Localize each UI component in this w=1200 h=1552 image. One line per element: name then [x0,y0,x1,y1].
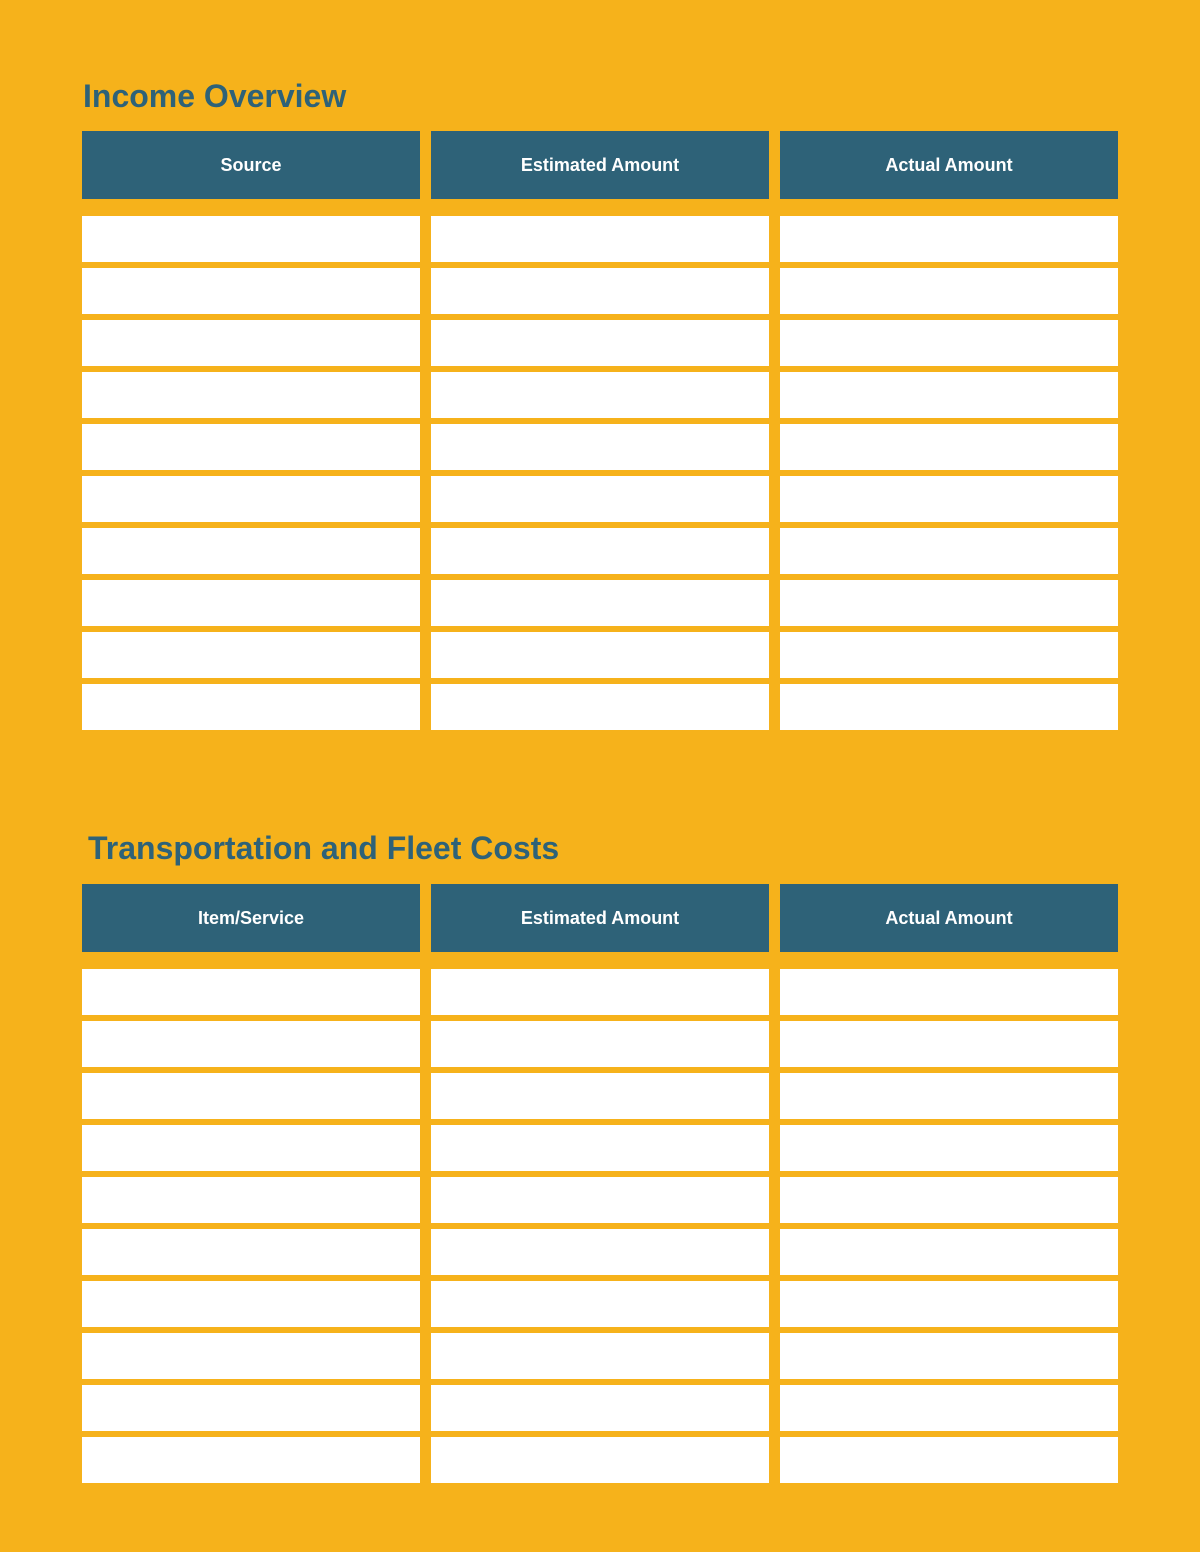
estimated-amount-input[interactable] [431,1333,769,1379]
item-service-input[interactable] [82,969,420,1015]
estimated-amount-input[interactable] [431,632,769,678]
actual-amount-input[interactable] [780,1385,1118,1431]
actual-amount-input[interactable] [780,632,1118,678]
item-service-input[interactable] [82,1021,420,1067]
table-row [82,476,1118,522]
income-table-header [82,131,1118,199]
table-row [82,580,1118,626]
source-input[interactable] [82,268,420,314]
actual-amount-input[interactable] [780,476,1118,522]
estimated-amount-input[interactable] [431,1385,769,1431]
item-service-input[interactable] [82,1385,420,1431]
source-input[interactable] [82,320,420,366]
column-header-item-service: Item/Service [82,884,420,952]
source-input[interactable] [82,216,420,262]
column-header-estimated-amount: Estimated Amount [431,884,769,952]
actual-amount-input[interactable] [780,372,1118,418]
item-service-input[interactable] [82,1073,420,1119]
table-row [82,684,1118,730]
table-row [82,1177,1118,1223]
table-row [82,372,1118,418]
source-input[interactable] [82,528,420,574]
source-input[interactable] [82,684,420,730]
actual-amount-input[interactable] [780,528,1118,574]
estimated-amount-input[interactable] [431,969,769,1015]
source-input[interactable] [82,372,420,418]
actual-amount-input[interactable] [780,684,1118,730]
estimated-amount-input[interactable] [431,684,769,730]
item-service-input[interactable] [82,1125,420,1171]
column-header-actual-amount: Actual Amount [780,884,1118,952]
estimated-amount-input[interactable] [431,580,769,626]
table-row [82,320,1118,366]
income-table-body [82,216,1118,730]
actual-amount-input[interactable] [780,424,1118,470]
estimated-amount-input[interactable] [431,1073,769,1119]
item-service-input[interactable] [82,1281,420,1327]
actual-amount-input[interactable] [780,580,1118,626]
table-row [82,216,1118,262]
actual-amount-input[interactable] [780,268,1118,314]
estimated-amount-input[interactable] [431,1177,769,1223]
estimated-amount-input[interactable] [431,268,769,314]
income-overview-title: Income Overview [83,78,347,114]
actual-amount-input[interactable] [780,1229,1118,1275]
actual-amount-input[interactable] [780,1281,1118,1327]
actual-amount-input[interactable] [780,1125,1118,1171]
table-row [82,1073,1118,1119]
source-input[interactable] [82,476,420,522]
table-row [82,632,1118,678]
table-row [82,1437,1118,1483]
actual-amount-input[interactable] [780,1021,1118,1067]
source-input[interactable] [82,580,420,626]
actual-amount-input[interactable] [780,969,1118,1015]
estimated-amount-input[interactable] [431,1437,769,1483]
actual-amount-input[interactable] [780,1333,1118,1379]
actual-amount-input[interactable] [780,1177,1118,1223]
estimated-amount-input[interactable] [431,476,769,522]
source-input[interactable] [82,632,420,678]
estimated-amount-input[interactable] [431,1021,769,1067]
transportation-table-body [82,969,1118,1483]
table-row [82,1021,1118,1067]
column-header-source: Source [82,131,420,199]
actual-amount-input[interactable] [780,320,1118,366]
transportation-table-header [82,884,1118,952]
estimated-amount-input[interactable] [431,1125,769,1171]
estimated-amount-input[interactable] [431,1281,769,1327]
table-row [82,1229,1118,1275]
table-row [82,1333,1118,1379]
table-row [82,1281,1118,1327]
table-row [82,1125,1118,1171]
item-service-input[interactable] [82,1177,420,1223]
estimated-amount-input[interactable] [431,528,769,574]
estimated-amount-input[interactable] [431,320,769,366]
item-service-input[interactable] [82,1229,420,1275]
table-row [82,528,1118,574]
table-row [82,268,1118,314]
actual-amount-input[interactable] [780,1437,1118,1483]
item-service-input[interactable] [82,1437,420,1483]
item-service-input[interactable] [82,1333,420,1379]
estimated-amount-input[interactable] [431,216,769,262]
column-header-estimated-amount: Estimated Amount [431,131,769,199]
transportation-table [82,884,1118,1489]
estimated-amount-input[interactable] [431,372,769,418]
table-row [82,424,1118,470]
income-table [82,131,1118,736]
column-header-actual-amount: Actual Amount [780,131,1118,199]
table-row [82,1385,1118,1431]
table-row [82,969,1118,1015]
source-input[interactable] [82,424,420,470]
actual-amount-input[interactable] [780,216,1118,262]
actual-amount-input[interactable] [780,1073,1118,1119]
estimated-amount-input[interactable] [431,424,769,470]
estimated-amount-input[interactable] [431,1229,769,1275]
transportation-fleet-costs-title: Transportation and Fleet Costs [88,830,560,866]
